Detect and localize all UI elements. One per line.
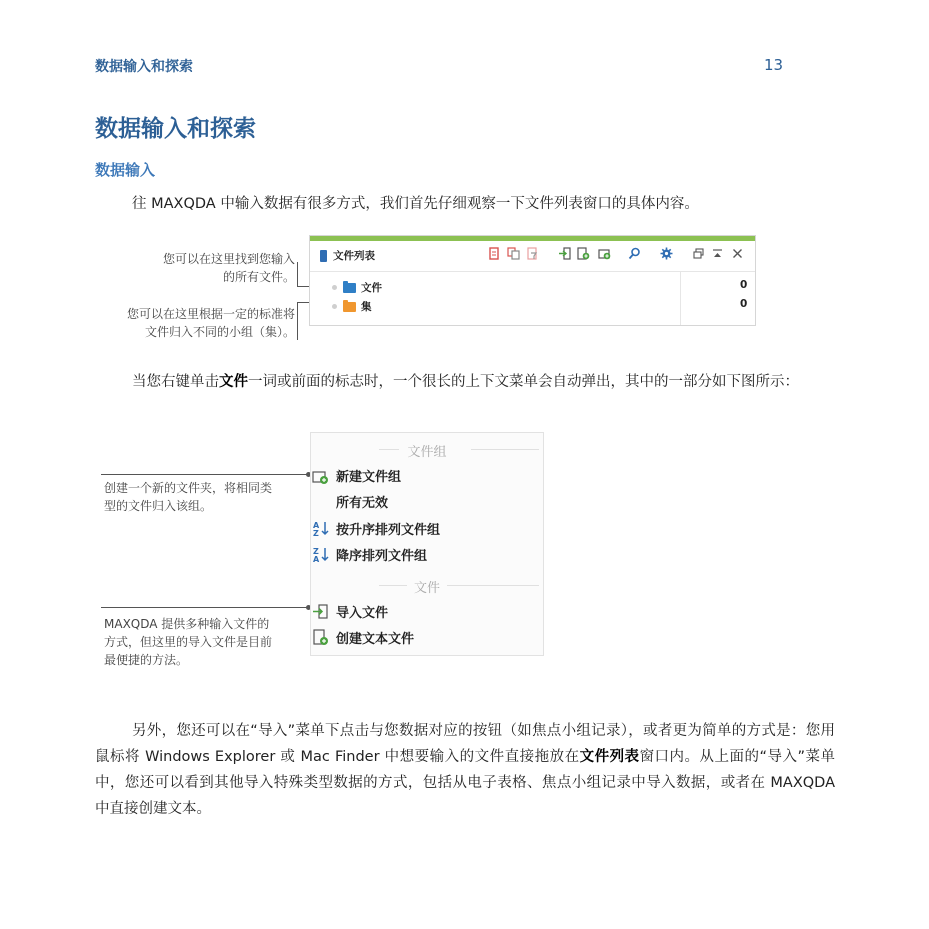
tree-item-documents[interactable]: 文件 [332,280,382,295]
callout-line [101,607,309,608]
callout-import: MAXQDA 提供多种输入文件的 方式，但这里的导入文件是目前 最便捷的方法。 [104,617,273,667]
callout-line [101,474,309,475]
menu-item-import-documents[interactable]: 导入文件 [336,602,388,621]
new-document-group-icon[interactable] [598,247,611,260]
callout-all-documents: 您可以在这里找到您输入 的所有文件。 [162,252,295,284]
document-list-window [309,235,756,326]
callout-line [297,302,298,340]
documents-count: 0 [740,279,748,291]
window-accent-bar [310,236,755,241]
new-text-document-icon[interactable] [577,247,590,260]
svg-text:Z: Z [313,547,319,556]
svg-text:Z: Z [313,529,319,537]
context-menu [310,432,544,656]
copy-documents-icon[interactable] [507,247,520,260]
search-icon[interactable] [628,247,641,260]
page-title: 数据输入和探索 [95,116,256,142]
callout-sets: 您可以在这里根据一定的标准将 文件归入不同的小组（集）。 [126,307,295,339]
menu-item-sort-descending[interactable]: Z A 降序排列文件组 [313,547,428,564]
maximize-icon[interactable] [711,247,724,260]
toolbar-divider [310,271,755,272]
sort-ascending-icon [312,520,329,537]
paragraph-context-menu: 当您右键单击文件一词或前面的标志时，一个很长的上下文菜单会自动弹出，其中的一部分如下图所示： [132,374,799,390]
svg-text:A: A [313,521,320,530]
paragraph-import-options: 另外，您还可以在“导入”菜单下点击与您数据对应的按钮（如焦点小组记录），或者更为简单的方式是：您用鼠标将 Windows Explorer 或 Mac Finder 中想要输入的文件直接拖放在文件列表窗口内。从上面的“导入”菜单中，您还可以看到其他导入特殊类型数据的方式，包括从电子表格、焦点小组记录中导入数据，或者在 MAXQDA 中直接创建文本。 [95,723,836,817]
menu-section-document-groups: 文件组 [311,439,543,459]
new-text-document-icon [312,629,329,646]
menu-item-create-text-document[interactable]: 创建文本文件 [336,628,414,647]
folder-orange-icon [343,302,356,312]
tree-bullet [332,285,337,290]
gear-icon[interactable] [660,247,673,260]
svg-text:A: A [313,555,320,563]
callout-line [297,262,298,286]
book-icon [320,250,327,262]
tree-item-sets[interactable]: 集 [332,299,372,314]
new-folder-icon [312,468,329,485]
import-icon[interactable] [558,247,571,260]
running-header: 数据输入和探索 [95,59,193,75]
callout-new-group: 创建一个新的文件夹，将相同类 型的文件归入该组。 [104,481,273,513]
menu-item-new-document-group[interactable]: 新建文件组 [336,466,401,485]
filter-document-icon[interactable] [526,247,539,260]
undock-icon[interactable] [692,247,705,260]
document-red-icon[interactable] [488,247,501,260]
folder-blue-icon [343,283,356,293]
section-heading: 数据输入 [95,161,156,179]
menu-item-sort-ascending[interactable]: A Z 按升序排列文件组 [313,521,441,538]
import-icon [312,603,329,620]
column-divider [680,272,681,325]
sort-descending-icon [312,546,329,563]
sets-count: 0 [740,298,748,310]
tree-bullet [332,304,337,309]
page-number: 13 [764,56,784,74]
window-title: 文件列表 [320,248,375,263]
close-icon[interactable] [731,247,744,260]
paragraph-intro: 往 MAXQDA 中输入数据有很多方式，我们首先仔细观察一下文件列表窗口的具体内容。 [132,196,699,212]
menu-section-documents: 文件 [311,575,543,595]
menu-item-deactivate-all[interactable]: 所有无效 [336,496,389,511]
